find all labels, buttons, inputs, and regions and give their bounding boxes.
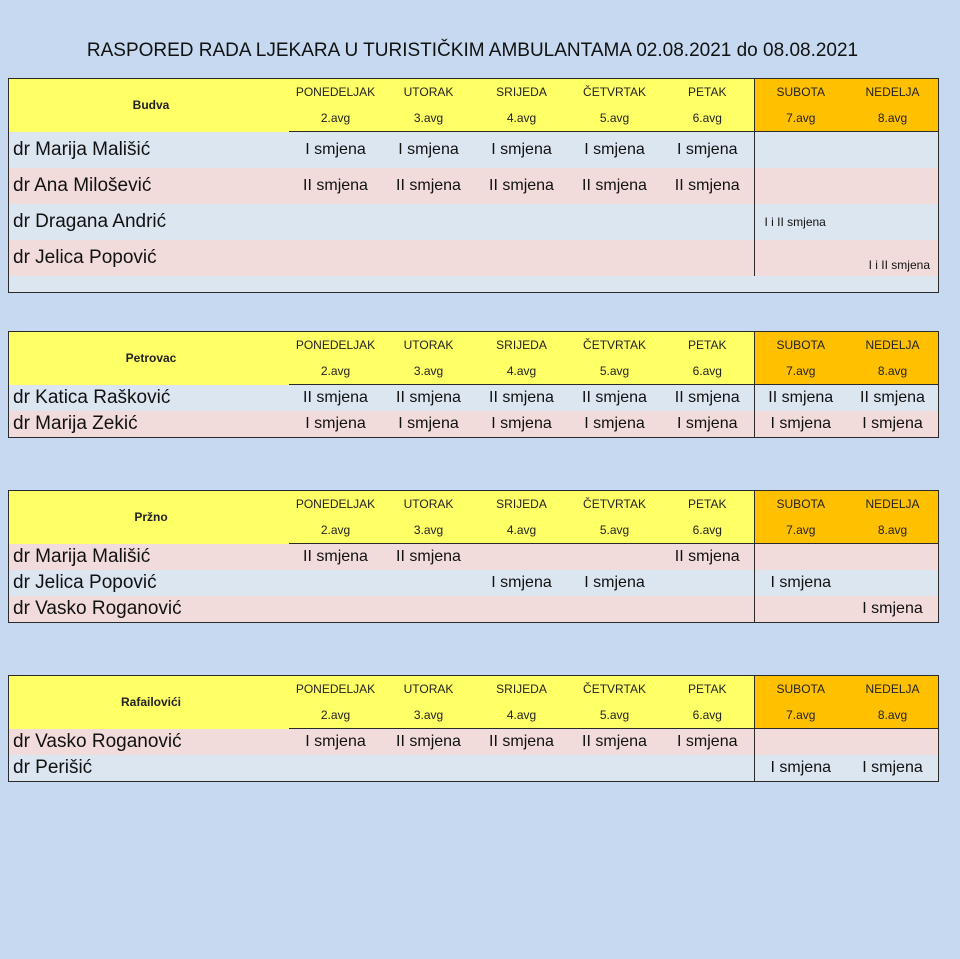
table-row	[9, 729, 938, 755]
shift-cell	[754, 729, 847, 755]
shift-cell: II smjena	[289, 385, 382, 411]
shift-cell	[661, 596, 754, 622]
day-header: SUBOTA	[754, 676, 847, 702]
shift-cell: I smjena	[754, 755, 847, 781]
shift-cell	[382, 755, 475, 781]
shift-cell	[754, 596, 847, 622]
schedule-table	[9, 676, 938, 781]
shift-cell: I smjena	[568, 570, 661, 596]
doctor-name: dr Marija Mališić	[9, 544, 289, 570]
location-label: Budva	[9, 79, 289, 132]
shift-cell: I smjena	[661, 132, 754, 168]
day-header: PETAK	[661, 676, 754, 702]
location-label: Pržno	[9, 491, 289, 544]
shift-cell	[754, 240, 847, 276]
shift-cell: I smjena	[847, 411, 938, 437]
shift-cell	[382, 570, 475, 596]
day-header: NEDELJA	[847, 676, 938, 702]
doctor-name: dr Jelica Popović	[9, 240, 289, 276]
shift-cell	[475, 204, 568, 240]
schedule-table	[9, 79, 938, 276]
date-header: 7.avg	[754, 517, 847, 544]
shift-cell	[661, 570, 754, 596]
day-header: PETAK	[661, 491, 754, 517]
date-header: 7.avg	[754, 358, 847, 385]
shift-cell: I smjena	[661, 729, 754, 755]
table-row	[9, 570, 938, 596]
doctor-name: dr Jelica Popović	[9, 570, 289, 596]
doctor-name: dr Vasko Roganović	[9, 596, 289, 622]
date-header: 7.avg	[754, 702, 847, 729]
date-header: 4.avg	[475, 358, 568, 385]
day-header: ČETVRTAK	[568, 332, 661, 358]
day-header: PETAK	[661, 332, 754, 358]
day-header: UTORAK	[382, 332, 475, 358]
shift-cell	[382, 240, 475, 276]
table-row	[9, 385, 938, 411]
schedule-rafailovici	[8, 675, 939, 782]
shift-cell: II smjena	[289, 168, 382, 204]
shift-cell	[661, 755, 754, 781]
shift-cell	[289, 570, 382, 596]
shift-cell: I smjena	[754, 570, 847, 596]
date-header: 7.avg	[754, 105, 847, 132]
day-header: SRIJEDA	[475, 676, 568, 702]
doctor-name: dr Perišić	[9, 755, 289, 781]
day-header: ČETVRTAK	[568, 676, 661, 702]
schedule-table	[9, 491, 938, 622]
day-header: UTORAK	[382, 79, 475, 105]
shift-cell	[847, 729, 938, 755]
shift-cell	[289, 755, 382, 781]
date-header: 6.avg	[661, 105, 754, 132]
shift-cell	[754, 544, 847, 570]
schedule-budva	[8, 78, 939, 293]
table-row	[9, 411, 938, 437]
shift-cell: II smjena	[568, 385, 661, 411]
shift-cell	[661, 240, 754, 276]
shift-cell	[289, 240, 382, 276]
day-header: PETAK	[661, 79, 754, 105]
shift-cell	[475, 544, 568, 570]
shift-cell: I smjena	[289, 411, 382, 437]
shift-cell: I smjena	[382, 132, 475, 168]
shift-cell	[289, 596, 382, 622]
shift-cell	[568, 204, 661, 240]
day-header: NEDELJA	[847, 79, 938, 105]
date-header: 5.avg	[568, 358, 661, 385]
day-header: SRIJEDA	[475, 491, 568, 517]
shift-cell: I smjena	[475, 570, 568, 596]
day-header: SRIJEDA	[475, 332, 568, 358]
shift-cell: I smjena	[847, 755, 938, 781]
schedule-table	[9, 332, 938, 437]
shift-cell: II smjena	[847, 385, 938, 411]
page-title: RASPORED RADA LJEKARA U TURISTIČKIM AMBULANTAMA 02.08.2021 do 08.08.2021	[86, 40, 859, 61]
shift-cell	[382, 596, 475, 622]
day-header: PONEDELJAK	[289, 676, 382, 702]
shift-cell: II smjena	[661, 168, 754, 204]
day-header: UTORAK	[382, 491, 475, 517]
date-header: 2.avg	[289, 702, 382, 729]
location-label: Petrovac	[9, 332, 289, 385]
shift-cell	[382, 204, 475, 240]
shift-cell	[475, 240, 568, 276]
doctor-name: dr Vasko Roganović	[9, 729, 289, 755]
shift-cell: II smjena	[475, 168, 568, 204]
shift-cell	[847, 132, 938, 168]
date-header: 3.avg	[382, 517, 475, 544]
date-header: 2.avg	[289, 105, 382, 132]
shift-cell: II smjena	[754, 385, 847, 411]
shift-cell: II smjena	[475, 729, 568, 755]
date-header: 5.avg	[568, 517, 661, 544]
shift-cell: I smjena	[754, 411, 847, 437]
shift-cell: I smjena	[475, 411, 568, 437]
shift-cell: I i II smjena	[847, 240, 938, 276]
date-header: 3.avg	[382, 702, 475, 729]
table-row	[9, 168, 938, 204]
day-header: SUBOTA	[754, 332, 847, 358]
date-header: 5.avg	[568, 702, 661, 729]
date-header: 4.avg	[475, 517, 568, 544]
schedule-przno	[8, 490, 939, 623]
shift-cell	[754, 168, 847, 204]
shift-cell: II smjena	[568, 729, 661, 755]
day-header: PONEDELJAK	[289, 332, 382, 358]
shift-cell	[475, 755, 568, 781]
date-header: 8.avg	[847, 702, 938, 729]
shift-cell	[847, 204, 938, 240]
date-header: 3.avg	[382, 105, 475, 132]
shift-cell: I smjena	[289, 729, 382, 755]
day-header: ČETVRTAK	[568, 491, 661, 517]
shift-cell	[568, 240, 661, 276]
table-row	[9, 240, 938, 276]
shift-cell: I i II smjena	[754, 204, 847, 240]
shift-cell	[568, 755, 661, 781]
shift-cell: II smjena	[475, 385, 568, 411]
shift-cell: I smjena	[568, 411, 661, 437]
date-header: 8.avg	[847, 517, 938, 544]
shift-cell	[754, 132, 847, 168]
shift-cell: II smjena	[661, 385, 754, 411]
date-header: 3.avg	[382, 358, 475, 385]
shift-cell: I smjena	[475, 132, 568, 168]
shift-cell: I smjena	[289, 132, 382, 168]
shift-cell	[847, 168, 938, 204]
shift-cell: I smjena	[568, 132, 661, 168]
day-header: SUBOTA	[754, 79, 847, 105]
shift-cell: I smjena	[382, 411, 475, 437]
doctor-name: dr Marija Zekić	[9, 411, 289, 437]
date-header: 4.avg	[475, 105, 568, 132]
date-header: 6.avg	[661, 517, 754, 544]
day-header: SRIJEDA	[475, 79, 568, 105]
shift-cell: II smjena	[382, 385, 475, 411]
location-label: Rafailovići	[9, 676, 289, 729]
shift-cell	[847, 570, 938, 596]
day-header: NEDELJA	[847, 332, 938, 358]
shift-cell	[568, 596, 661, 622]
shift-cell: I smjena	[847, 596, 938, 622]
day-header: PONEDELJAK	[289, 79, 382, 105]
shift-cell: II smjena	[382, 729, 475, 755]
shift-cell: I smjena	[661, 411, 754, 437]
doctor-name: dr Dragana Andrić	[9, 204, 289, 240]
table-row	[9, 544, 938, 570]
doctor-name: dr Katica Rašković	[9, 385, 289, 411]
date-header: 2.avg	[289, 517, 382, 544]
date-header: 6.avg	[661, 702, 754, 729]
table-row	[9, 596, 938, 622]
shift-cell: II smjena	[661, 544, 754, 570]
doctor-name: dr Ana Milošević	[9, 168, 289, 204]
date-header: 5.avg	[568, 105, 661, 132]
table-row	[9, 204, 938, 240]
date-header: 2.avg	[289, 358, 382, 385]
day-header: ČETVRTAK	[568, 79, 661, 105]
shift-cell	[568, 544, 661, 570]
shift-cell: II smjena	[289, 544, 382, 570]
table-row	[9, 132, 938, 168]
shift-cell: II smjena	[382, 544, 475, 570]
shift-cell	[661, 204, 754, 240]
shift-cell: II smjena	[382, 168, 475, 204]
date-header: 6.avg	[661, 358, 754, 385]
table-row	[9, 755, 938, 781]
day-header: PONEDELJAK	[289, 491, 382, 517]
doctor-name: dr Marija Mališić	[9, 132, 289, 168]
date-header: 4.avg	[475, 702, 568, 729]
shift-cell	[847, 544, 938, 570]
date-header: 8.avg	[847, 105, 938, 132]
day-header: UTORAK	[382, 676, 475, 702]
shift-cell	[475, 596, 568, 622]
date-header: 8.avg	[847, 358, 938, 385]
shift-cell: II smjena	[568, 168, 661, 204]
day-header: SUBOTA	[754, 491, 847, 517]
schedule-petrovac	[8, 331, 939, 438]
day-header: NEDELJA	[847, 491, 938, 517]
shift-cell	[289, 204, 382, 240]
